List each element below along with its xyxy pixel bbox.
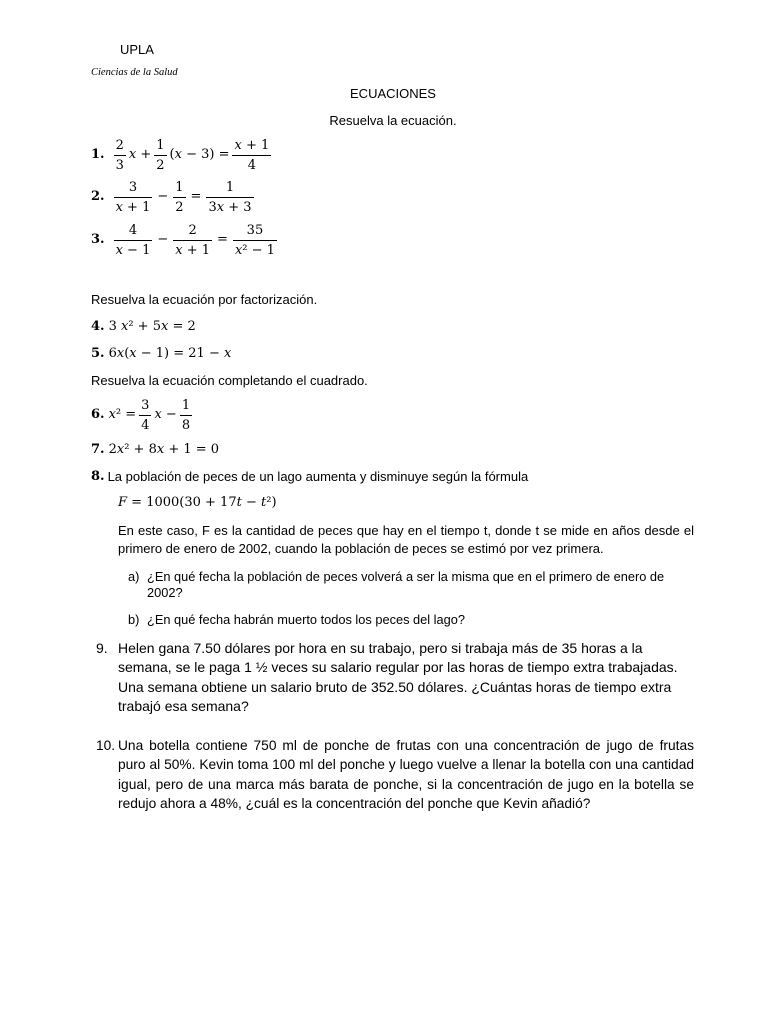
math-variable: x <box>115 242 123 258</box>
problem-10 <box>96 736 694 813</box>
math-variable: t <box>261 495 267 510</box>
operator: = <box>190 189 202 204</box>
fraction <box>233 223 277 258</box>
fraction <box>180 398 192 433</box>
fraction-numerator: 4 <box>128 222 138 238</box>
math-variable: x <box>129 346 137 361</box>
math-variable: x <box>234 137 242 153</box>
paragraph-line: primero de enero de 2002, cuando la población de peces se estimó por vez primera. <box>118 541 604 556</box>
fraction-numerator: x + 1 <box>234 137 270 153</box>
math-variable: t <box>236 495 242 510</box>
equation-number: 4. <box>91 319 105 334</box>
equation-term: x − <box>154 407 177 422</box>
problem-line: Helen gana 7.50 dólares por hora en su trabajo, pero si trabaja más de 35 horas a la <box>118 640 643 656</box>
equation-expression: 2x² + 8x + 1 = 0 <box>108 442 220 457</box>
fraction-denominator: 2 <box>175 199 184 215</box>
math-variable: x <box>175 242 183 258</box>
problem-8 <box>91 469 528 485</box>
equation-term: x + <box>128 147 152 162</box>
problem-text <box>118 639 678 716</box>
problem-line: Una botella contiene 750 ml de ponche de frutas con una concentración de jugo de frutas <box>118 738 694 753</box>
equation-3 <box>91 222 278 258</box>
math-variable: x <box>154 407 162 422</box>
fraction <box>114 223 153 258</box>
math-variable: x <box>234 242 243 258</box>
equation-term: (x − 3) = <box>169 147 230 162</box>
problem-intro: La población de peces de un lago aumenta y disminuye según la fórmula <box>107 469 529 484</box>
math-variable: x <box>108 407 116 422</box>
math-variable: x <box>120 319 129 334</box>
fraction-numerator: 2 <box>115 137 124 153</box>
fraction-denominator: 2 <box>156 157 165 173</box>
question-b <box>128 612 465 628</box>
fraction-numerator: 1 <box>225 179 235 195</box>
question-text <box>147 569 664 600</box>
math-variable: x <box>116 346 125 361</box>
equation-4 <box>91 319 196 335</box>
problem-9 <box>96 639 678 716</box>
problem-number: 10. <box>96 738 116 753</box>
fraction-numerator: 1 <box>156 137 165 153</box>
fraction-denominator: x − 1 <box>115 242 151 258</box>
fraction-denominator: x + 1 <box>115 199 151 215</box>
math-variable: x <box>116 442 125 457</box>
fraction-denominator: 3 <box>115 157 124 173</box>
fraction-denominator: 4 <box>247 157 256 173</box>
question-label: a) <box>128 569 140 584</box>
equation-number: 2. <box>91 189 105 204</box>
question-a <box>128 569 664 600</box>
problem-line: redujo ahora a 48%, ¿cuál es la concentración del ponche que Kevin añadió? <box>118 795 591 811</box>
problem-number: 9. <box>96 640 108 656</box>
problem-number: 8. <box>91 469 105 484</box>
fraction <box>173 223 212 258</box>
operator: = <box>217 232 228 247</box>
fraction <box>173 180 185 215</box>
instructions: Resuelva la ecuación. <box>329 113 457 128</box>
fraction <box>139 398 151 433</box>
fraction-denominator: 3x + 3 <box>208 199 252 215</box>
equation-5 <box>91 346 231 362</box>
fraction <box>232 138 271 173</box>
question-line: 2002? <box>147 584 183 600</box>
institution-name: UPLA <box>120 42 154 57</box>
equation-number: 7. <box>91 442 105 457</box>
fraction-denominator: 8 <box>181 417 191 433</box>
fraction-numerator: 2 <box>188 222 197 238</box>
problem-8-context <box>118 522 694 558</box>
fraction <box>154 138 166 173</box>
math-variable: x <box>216 199 225 215</box>
fraction-numerator: 35 <box>246 222 264 238</box>
math-variable: F <box>118 495 128 510</box>
fraction <box>114 138 126 173</box>
fraction-numerator: 1 <box>175 179 184 195</box>
fraction-denominator: x + 1 <box>175 242 211 258</box>
paragraph-line: En este caso, F es la cantidad de peces que hay en el tiempo t, donde t se mide en años desde el <box>118 523 694 538</box>
faculty-name: Ciencias de la Salud <box>91 67 178 78</box>
fraction <box>206 180 253 215</box>
equation-number: 3. <box>91 232 105 247</box>
question-line: ¿En qué fecha la población de peces volverá a ser la misma que en el primero de enero de <box>147 569 665 584</box>
fraction <box>114 180 153 215</box>
fraction-numerator: 3 <box>141 397 150 413</box>
fraction-denominator: 4 <box>141 417 150 433</box>
equation-6 <box>91 397 193 433</box>
operator: − <box>157 232 169 247</box>
equation-1 <box>91 137 272 173</box>
problem-line: Una semana obtiene un salario bruto de 352.50 dólares. ¿Cuántas horas de tiempo extra <box>118 678 672 695</box>
fraction-numerator: 1 <box>181 397 191 413</box>
section-heading-factorization: Resuelva la ecuación por factorización. <box>91 292 318 307</box>
equation-term: x² = <box>108 407 137 422</box>
equation-number: 1. <box>91 147 105 162</box>
population-formula: F = 1000(30 + 17t − t²) <box>118 495 277 510</box>
equation-number: 5. <box>91 346 105 361</box>
math-variable: x <box>128 147 137 162</box>
fraction-numerator: 3 <box>128 179 138 195</box>
question-label: b) <box>128 612 140 627</box>
fraction-denominator: x² − 1 <box>234 242 275 258</box>
equation-7 <box>91 442 219 458</box>
operator: − <box>157 189 169 204</box>
math-variable: x <box>223 346 232 361</box>
math-variable: x <box>156 442 165 457</box>
math-variable: x <box>160 319 169 334</box>
question-text: ¿En qué fecha habrán muerto todos los peces del lago? <box>147 612 465 627</box>
problem-text <box>118 736 694 813</box>
math-variable: x <box>174 147 182 162</box>
problem-line: igual, pero de una marca más barata de ponche, si la concentración de jugo en la botella se <box>118 776 694 792</box>
equation-expression: 6x(x − 1) = 21 − x <box>108 346 232 361</box>
equation-2 <box>91 179 255 215</box>
problem-line: puro al 50%. Kevin toma 100 ml del ponche y luego vuelve a llenar la botella con una cantidad <box>118 757 694 773</box>
problem-line: semana, se le paga 1 ½ veces su salario regular por las horas de tiempo extra trabajadas. <box>118 659 678 676</box>
math-variable: x <box>115 199 123 215</box>
section-heading-completing-square: Resuelva la ecuación completando el cuadrado. <box>91 373 368 388</box>
problem-line: trabajó esa semana? <box>118 697 249 714</box>
equation-number: 6. <box>91 407 105 422</box>
equation-expression: 3 x² + 5x = 2 <box>108 319 196 334</box>
page-title: ECUACIONES <box>350 86 436 101</box>
